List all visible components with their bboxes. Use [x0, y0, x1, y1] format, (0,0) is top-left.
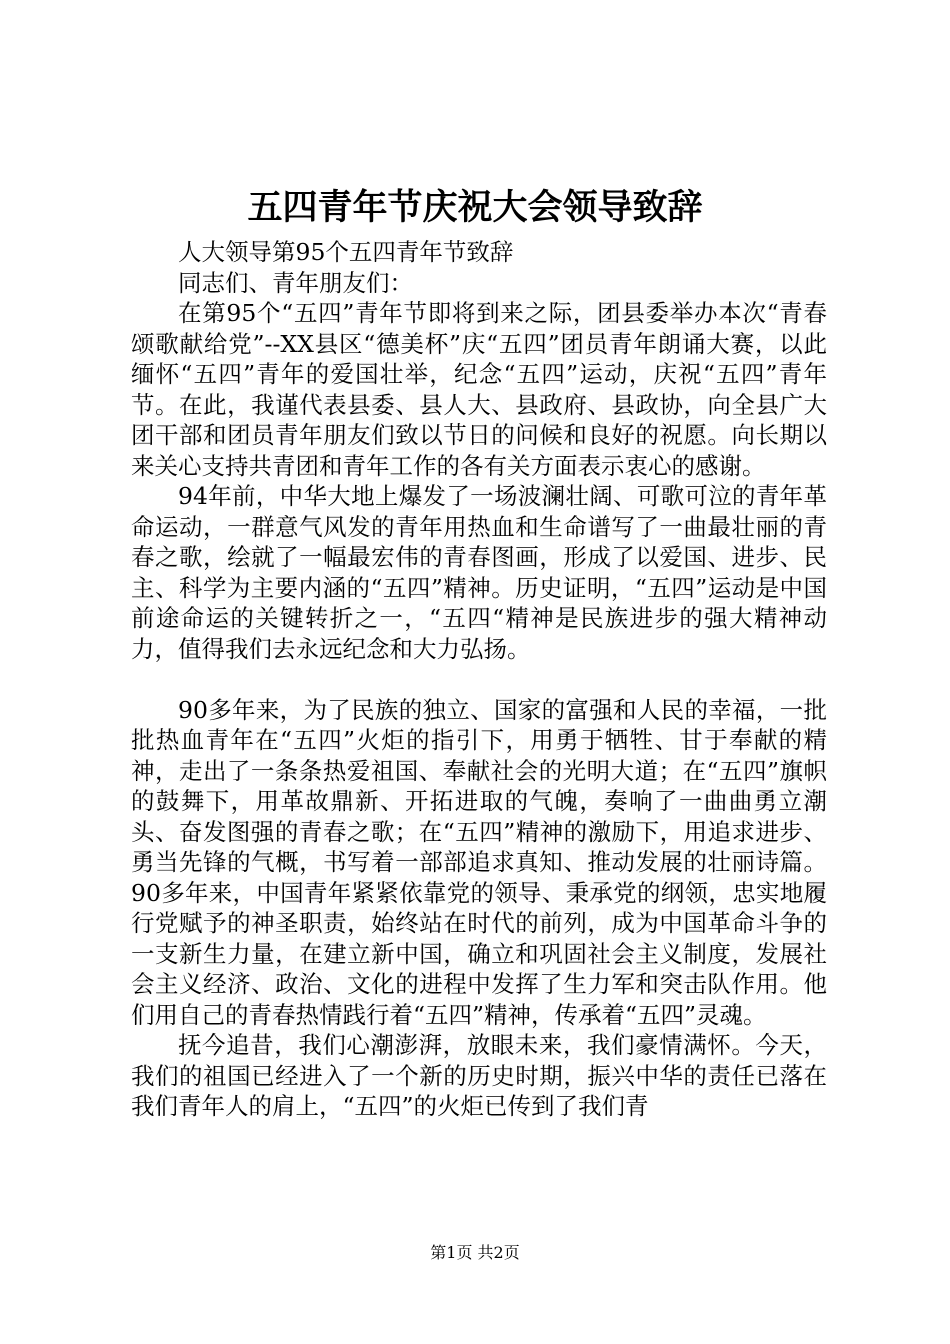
paragraph-subtitle: 人大领导第95个五四青年节致辞 [178, 238, 514, 266]
document-title: 五四青年节庆祝大会领导致辞 [247, 187, 703, 228]
paragraph-opening: 在第95个“五四”青年节即将到来之际，团县委举办本次“青春颂歌献给党”--XX县区“德美杯”庆“五四”团员青年朗诵大赛，以此缅怀“五四”青年的爱国壮举，纪念“五四”运动，庆祝“五四”青年节。在此，我谨代表县委、县人大、县政府、县政协，向全县广大团干部和团员青年朋友们致以节日的问候和良好的祝愿。向长期以来关心支持共青团和青年工作的各有关方面表示衷心的感谢。 [131, 299, 827, 480]
page-number-footer: 第1页 共2页 [430, 1243, 520, 1262]
paragraph-future: 抚今追昔，我们心潮澎湃，放眼未来，我们豪情满怀。今天，我们的祖国已经进入了一个新的历史时期，振兴中华的责任已落在我们青年人的肩上，“五四”的火炬已传到了我们青 [131, 1031, 827, 1120]
document-body [131, 237, 827, 1122]
paragraph-ninety-years: 90多年来，为了民族的独立、国家的富强和人民的幸福，一批批热血青年在“五四”火炬的指引下，用勇于牺牲、甘于奉献的精神，走出了一条条热爱祖国、奉献社会的光明大道；在“五四”旗帜的鼓舞下，用革故鼎新、开拓进取的气魄，奏响了一曲曲勇立潮头、奋发图强的青春之歌；在“五四”精神的激励下，用追求进步、勇当先锋的气概，书写着一部部追求真知、推动发展的壮丽诗篇。90多年来，中国青年紧紧依靠党的领导、秉承党的纲领，忠实地履行党赋予的神圣职责，始终站在时代的前列，成为中国革命斗争的一支新生力量，在建立新中国，确立和巩固社会主义制度，发展社会主义经济、政治、文化的进程中发挥了生力军和突击队作用。他们用自己的青春热情践行着“五四”精神，传承着“五四”灵魂。 [131, 695, 827, 1029]
paragraph-salutation: 同志们、青年朋友们： [178, 268, 413, 297]
paragraph-history: 94年前，中华大地上爆发了一场波澜壮阔、可歌可泣的青年革命运动，一群意气风发的青年用热血和生命谱写了一曲最壮丽的青春之歌，绘就了一幅最宏伟的青春图画，形成了以爱国、进步、民主、科学为主要内涵的“五四”精神。历史证明，“五四”运动是中国前途命运的关键转折之一，“五四“精神是民族进步的强大精神动力，值得我们去永远纪念和大力弘扬。 [131, 482, 827, 663]
paragraph-gap [131, 664, 827, 695]
